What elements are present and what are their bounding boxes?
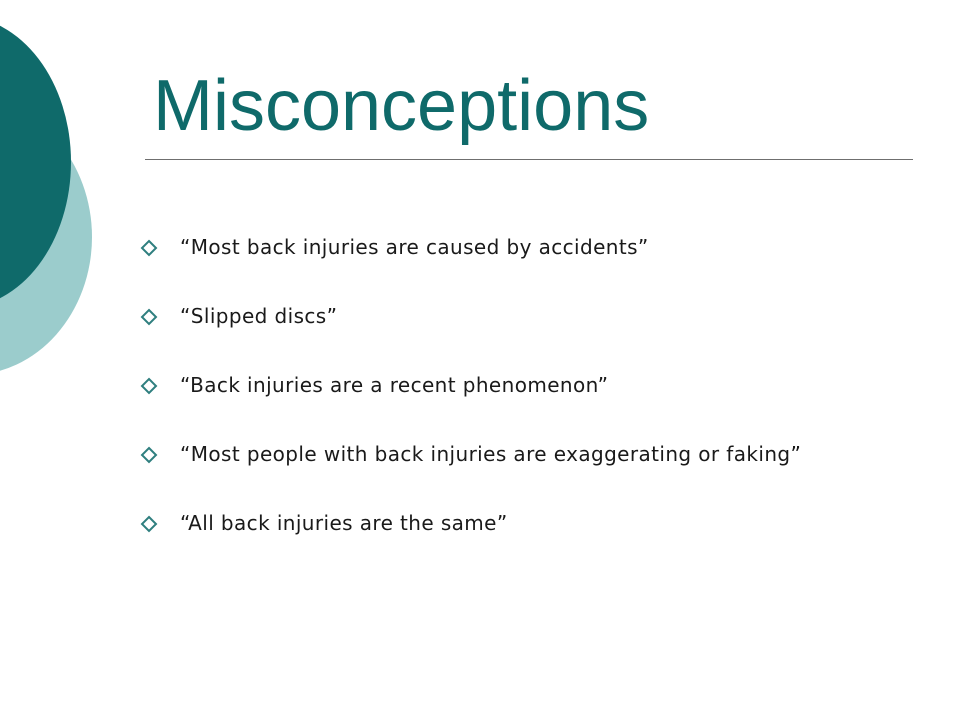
hollow-diamond-bullet-icon bbox=[140, 515, 158, 533]
hollow-diamond-bullet-icon bbox=[140, 239, 158, 257]
hollow-diamond-bullet-icon bbox=[140, 308, 158, 326]
bullet-text: “Most people with back injuries are exaggerating or faking” bbox=[180, 442, 802, 466]
bullet-text: “Slipped discs” bbox=[180, 304, 338, 328]
decorative-circles bbox=[0, 0, 110, 400]
bullet-text: “All back injuries are the same” bbox=[180, 511, 508, 535]
hollow-diamond-bullet-icon bbox=[140, 377, 158, 395]
hollow-diamond-bullet-icon bbox=[140, 446, 158, 464]
bullet-text: “Back injuries are a recent phenomenon” bbox=[180, 373, 609, 397]
title-divider bbox=[145, 159, 913, 160]
slide-title: Misconceptions bbox=[153, 66, 650, 146]
bullet-text: “Most back injuries are caused by accidents” bbox=[180, 235, 649, 259]
